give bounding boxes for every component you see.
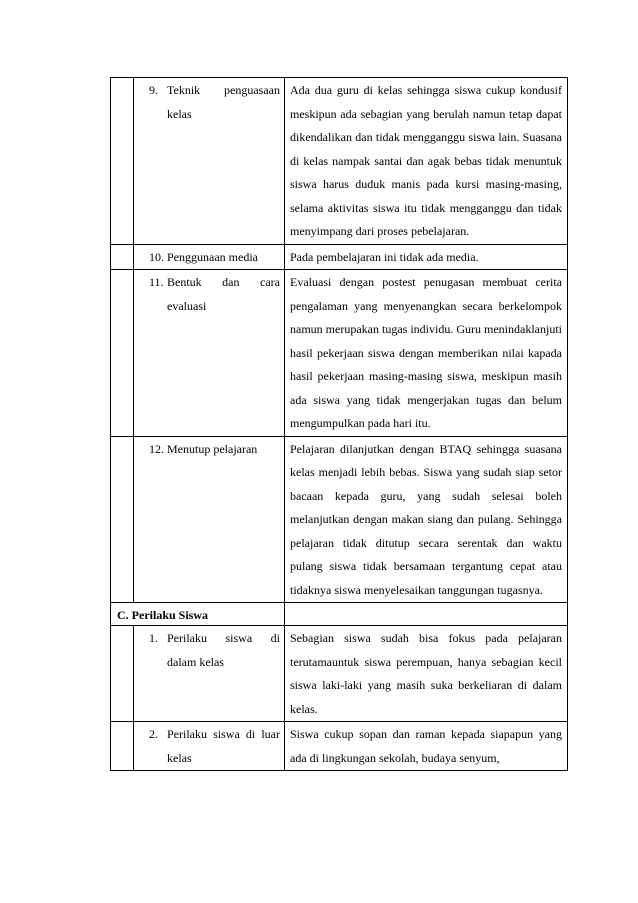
- item-description: Evaluasi dengan postest penugasan membuat cerita pengalaman yang menyenangkan secara berkelompok namun merupakan tugas individu. Guru menindaklanjuti hasil pekerjaan siswa dengan memberikan nilai kapada hasil pekerjaan masing-masing siswa, meskipun masih ada siswa yang tidak mengerjakan tugas dan belum mengumpulkan pada hari itu.: [290, 275, 562, 430]
- description-cell: [285, 244, 568, 270]
- aspect-cell: [134, 436, 285, 603]
- item-label: Perilaku siswa di luar kelas: [167, 727, 280, 765]
- section-title: C. Perilaku Siswa: [117, 608, 209, 622]
- description-cell: [285, 270, 568, 437]
- aspect-cell: [134, 270, 285, 437]
- item-label: Menutup pelajaran: [167, 441, 258, 456]
- item-description: Sebagian siswa sudah bisa fokus pada pelajaran terutamauntuk siswa perempuan, hanya sebagian kecil siswa laki-laki yang masih suka berkeliaran di dalam kelas.: [290, 631, 562, 716]
- table-row: [111, 722, 568, 771]
- item-description: Pada pembelajaran ini tidak ada media.: [290, 249, 479, 264]
- blank-cell: [111, 436, 134, 603]
- table-row: [111, 78, 568, 245]
- item-description: Ada dua guru di kelas sehingga siswa cukup kondusif meskipun ada sebagian yang berulah namun tetap dapat dikendalikan dan tidak mengganggu siswa lain. Suasana di kelas nampak santai dan agak bebas tidak menuntuk siswa harus duduk manis pada kursi masing-masing, selama aktivitas siswa itu tidak mengganggu dan tidak menyimpang dari proses pebelajaran.: [290, 83, 562, 238]
- item-number: 1.: [149, 631, 158, 645]
- item-description: Pelajaran dilanjutkan dengan BTAQ sehingga suasana kelas menjadi lebih bebas. Siswa yang sudah siap setor bacaan kepada guru, yang sudah selesai boleh melanjutkan dengan makan siang dan pulang. Sehingga pelajaran tidak ditutup secara serentak dan waktu pulang siswa tidak bersamaan tergantung cepat atau tidaknya siswa menyelesaikan tanggungan tugasnya.: [290, 441, 562, 597]
- item-label: Teknik penguasaan kelas: [167, 83, 280, 121]
- item-number: 9.: [149, 83, 158, 97]
- item-label: Penggunaan media: [167, 249, 258, 264]
- table-row: [111, 626, 568, 722]
- item-label: Bentuk dan cara evaluasi: [167, 275, 280, 313]
- table-row: [111, 270, 568, 437]
- aspect-cell: [134, 78, 285, 245]
- item-number: 11.: [149, 275, 164, 289]
- description-cell: [285, 78, 568, 245]
- description-cell: [285, 436, 568, 603]
- blank-cell: [111, 244, 134, 270]
- section-header-row: [111, 603, 568, 626]
- table-row: [111, 244, 568, 270]
- aspect-cell: [134, 722, 285, 771]
- table-row: [111, 436, 568, 603]
- blank-cell: [111, 626, 134, 722]
- observation-table: [110, 77, 568, 771]
- aspect-cell: [134, 244, 285, 270]
- item-number: 2.: [149, 727, 158, 741]
- description-cell: [285, 722, 568, 771]
- description-cell: [285, 626, 568, 722]
- section-title-cell: [111, 603, 285, 626]
- blank-cell: [111, 722, 134, 771]
- item-description: Siswa cukup sopan dan raman kepada siapapun yang ada di lingkungan sekolah, budaya senyum,: [290, 727, 562, 765]
- item-number: 12.: [149, 441, 164, 456]
- item-label: Perilaku siswa di dalam kelas: [167, 631, 280, 669]
- blank-cell: [111, 78, 134, 245]
- blank-cell: [111, 270, 134, 437]
- aspect-cell: [134, 626, 285, 722]
- blank-cell: [285, 603, 568, 626]
- item-number: 10.: [149, 249, 164, 264]
